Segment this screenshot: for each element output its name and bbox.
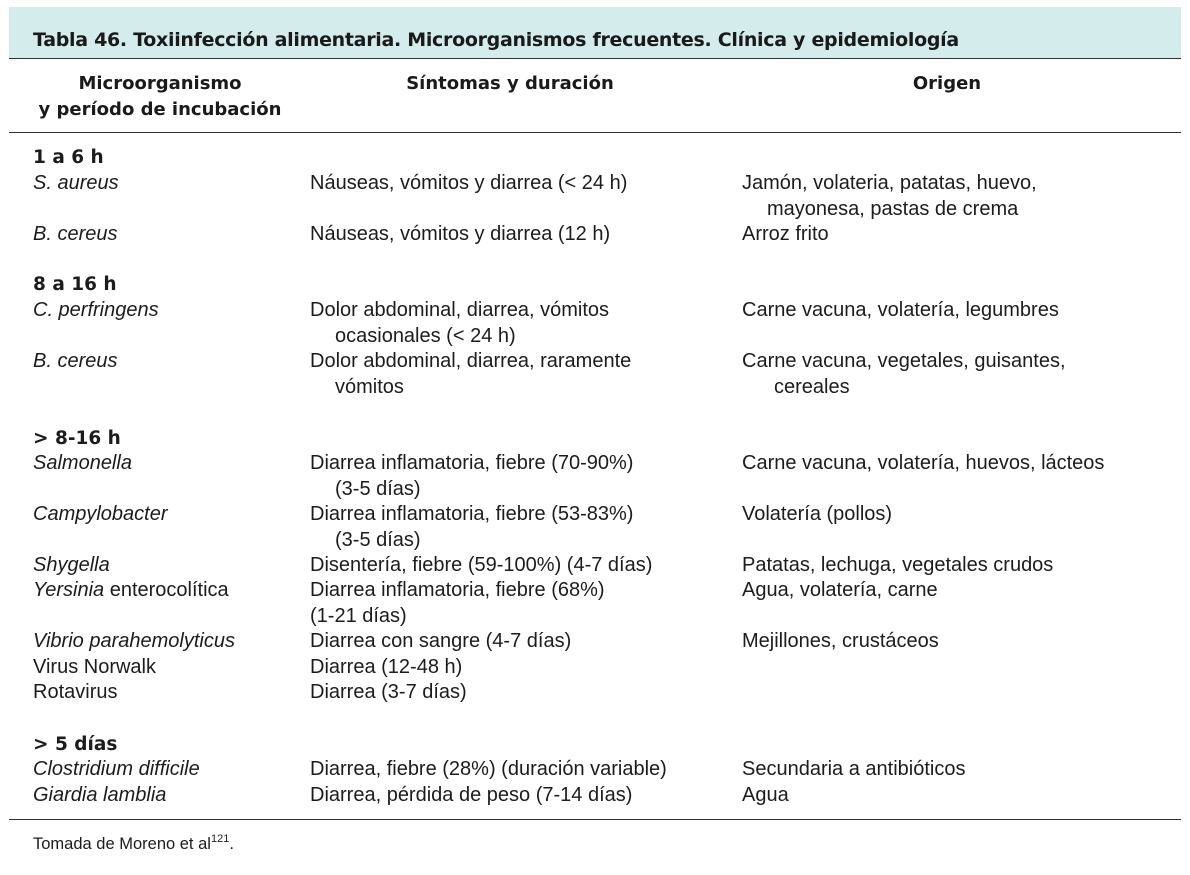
symptoms: Diarrea inflamatoria, fiebre (68%) (1-21 días) bbox=[310, 579, 605, 627]
organism: Salmonella bbox=[33, 452, 132, 474]
symptoms: Diarrea inflamatoria, fiebre (70-90%) (3-5 días) bbox=[310, 452, 634, 500]
organism: C. perfringens bbox=[33, 299, 159, 321]
organism: Shygella bbox=[33, 554, 110, 576]
origin: Secundaria a antibióticos bbox=[742, 758, 966, 780]
footer-rule bbox=[9, 819, 1181, 820]
origin: Jamón, volateria, patatas, huevo, mayonesa, pastas de crema bbox=[742, 172, 1037, 220]
symptoms: Dolor abdominal, diarrea, vómitos ocasionales (< 24 h) bbox=[310, 299, 610, 347]
group-label: > 5 días bbox=[33, 734, 118, 755]
header-origin: Origen bbox=[912, 73, 982, 94]
group-label: 1 a 6 h bbox=[33, 147, 104, 168]
organism: Yersinia enterocolítica bbox=[33, 579, 229, 601]
organism: Clostridium difficile bbox=[33, 758, 200, 780]
reference-number: 121 bbox=[210, 833, 230, 845]
origin: Carne vacuna, volatería, huevos, lácteos bbox=[742, 452, 1105, 474]
table-title: Tabla 46. Toxiinfección alimentaria. Microorganismos frecuentes. Clínica y epidemiología bbox=[33, 29, 959, 51]
symptoms: Diarrea inflamatoria, fiebre (53-83%) (3-5 días) bbox=[310, 503, 634, 551]
symptoms: Diarrea, fiebre (28%) (duración variable) bbox=[310, 758, 667, 780]
symptoms: Diarrea (12-48 h) bbox=[310, 656, 463, 678]
group-label: > 8-16 h bbox=[33, 428, 121, 449]
origin: Patatas, lechuga, vegetales crudos bbox=[742, 554, 1054, 576]
organism: Campylobacter bbox=[33, 503, 168, 525]
organism: S. aureus bbox=[33, 172, 119, 194]
origin: Carne vacuna, vegetales, guisantes, cereales bbox=[742, 350, 1066, 398]
symptoms: Náuseas, vómitos y diarrea (< 24 h) bbox=[310, 172, 628, 194]
origin: Volatería (pollos) bbox=[742, 503, 893, 525]
organism: B. cereus bbox=[33, 350, 118, 372]
symptoms: Diarrea con sangre (4-7 días) bbox=[310, 630, 572, 652]
organism: Virus Norwalk bbox=[33, 656, 156, 678]
symptoms: Dolor abdominal, diarrea, raramente vómitos bbox=[310, 350, 632, 398]
origin: Agua, volatería, carne bbox=[742, 579, 938, 601]
symptoms: Náuseas, vómitos y diarrea (12 h) bbox=[310, 223, 611, 245]
organism: Giardia lamblia bbox=[33, 784, 167, 806]
header-microorganism: Microorganismo y período de incubación bbox=[38, 73, 282, 120]
table-title-bar bbox=[9, 7, 1181, 59]
header-rule bbox=[9, 132, 1181, 133]
organism: B. cereus bbox=[33, 223, 118, 245]
header-symptoms: Síntomas y duración bbox=[406, 73, 614, 94]
origin: Mejillones, crustáceos bbox=[742, 630, 939, 652]
organism: Rotavirus bbox=[33, 681, 118, 703]
group-label: 8 a 16 h bbox=[33, 274, 117, 295]
symptoms: Diarrea (3-7 días) bbox=[310, 681, 467, 703]
symptoms: Disentería, fiebre (59-100%) (4-7 días) bbox=[310, 554, 653, 576]
origin: Arroz frito bbox=[742, 223, 829, 245]
origin: Carne vacuna, volatería, legumbres bbox=[742, 299, 1059, 321]
organism: Vibrio parahemolyticus bbox=[33, 630, 235, 652]
source-note: Tomada de Moreno et $al^{121}$. bbox=[33, 833, 234, 853]
origin: Agua bbox=[742, 784, 789, 806]
symptoms: Diarrea, pérdida de peso (7-14 días) bbox=[310, 784, 633, 806]
